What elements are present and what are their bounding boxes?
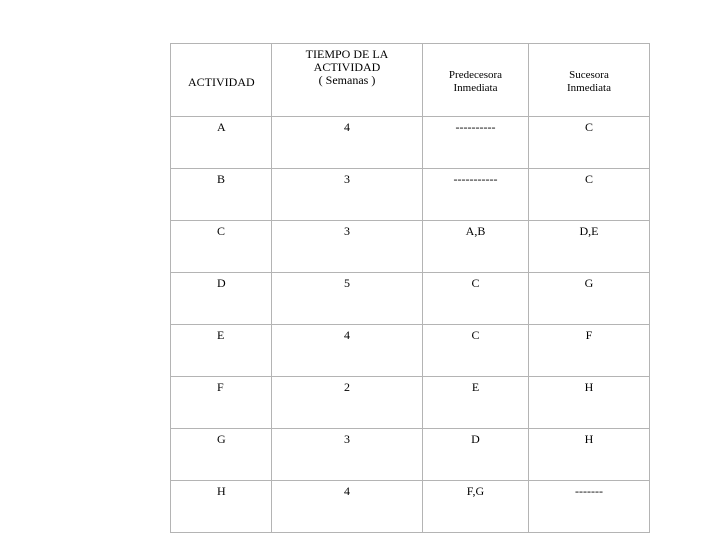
cell-activity: D bbox=[171, 273, 272, 325]
table-row bbox=[171, 429, 650, 481]
header-activity-time bbox=[272, 44, 423, 117]
cell-predecessor: C bbox=[423, 273, 529, 325]
cell-predecessor: C bbox=[423, 325, 529, 377]
cell-successor: C bbox=[529, 169, 650, 221]
cell-successor: D,E bbox=[529, 221, 650, 273]
table-row bbox=[171, 481, 650, 533]
table-row bbox=[171, 273, 650, 325]
header-succ-line2: Inmediata bbox=[567, 82, 611, 94]
activity-table bbox=[170, 43, 650, 533]
cell-successor: G bbox=[529, 273, 650, 325]
header-row bbox=[171, 44, 650, 117]
header-time-line3: ( Semanas ) bbox=[318, 73, 376, 87]
cell-activity: F bbox=[171, 377, 272, 429]
cell-time: 4 bbox=[272, 325, 423, 377]
cell-predecessor: F,G bbox=[423, 481, 529, 533]
cell-predecessor: E bbox=[423, 377, 529, 429]
cell-time: 3 bbox=[272, 429, 423, 481]
cell-time: 4 bbox=[272, 117, 423, 169]
cell-activity: A bbox=[171, 117, 272, 169]
cell-predecessor: ---------- bbox=[423, 117, 529, 169]
header-pred-line1: Predecesora bbox=[448, 69, 503, 81]
cell-activity: B bbox=[171, 169, 272, 221]
table-row bbox=[171, 169, 650, 221]
cell-successor: C bbox=[529, 117, 650, 169]
table-row bbox=[171, 377, 650, 429]
cell-successor: ------- bbox=[529, 481, 650, 533]
header-activity: ACTIVIDAD bbox=[171, 44, 272, 117]
header-predecessor bbox=[423, 44, 529, 117]
cell-successor: F bbox=[529, 325, 650, 377]
cell-activity: C bbox=[171, 221, 272, 273]
header-pred-line2: Inmediata bbox=[453, 82, 498, 94]
cell-activity: H bbox=[171, 481, 272, 533]
cell-time: 3 bbox=[272, 221, 423, 273]
cell-time: 5 bbox=[272, 273, 423, 325]
header-succ-line1: Sucesora bbox=[569, 69, 609, 81]
table-row bbox=[171, 221, 650, 273]
header-successor bbox=[529, 44, 650, 117]
cell-successor: H bbox=[529, 377, 650, 429]
cell-predecessor: D bbox=[423, 429, 529, 481]
header-time-line1: TIEMPO DE LA bbox=[305, 47, 389, 61]
cell-time: 4 bbox=[272, 481, 423, 533]
table-row bbox=[171, 325, 650, 377]
cell-time: 2 bbox=[272, 377, 423, 429]
header-time-line2: ACTIVIDAD bbox=[313, 60, 381, 74]
cell-time: 3 bbox=[272, 169, 423, 221]
cell-predecessor: ----------- bbox=[423, 169, 529, 221]
table-row bbox=[171, 117, 650, 169]
cell-activity: E bbox=[171, 325, 272, 377]
table-body bbox=[171, 117, 650, 533]
cell-predecessor: A,B bbox=[423, 221, 529, 273]
cell-successor: H bbox=[529, 429, 650, 481]
cell-activity: G bbox=[171, 429, 272, 481]
